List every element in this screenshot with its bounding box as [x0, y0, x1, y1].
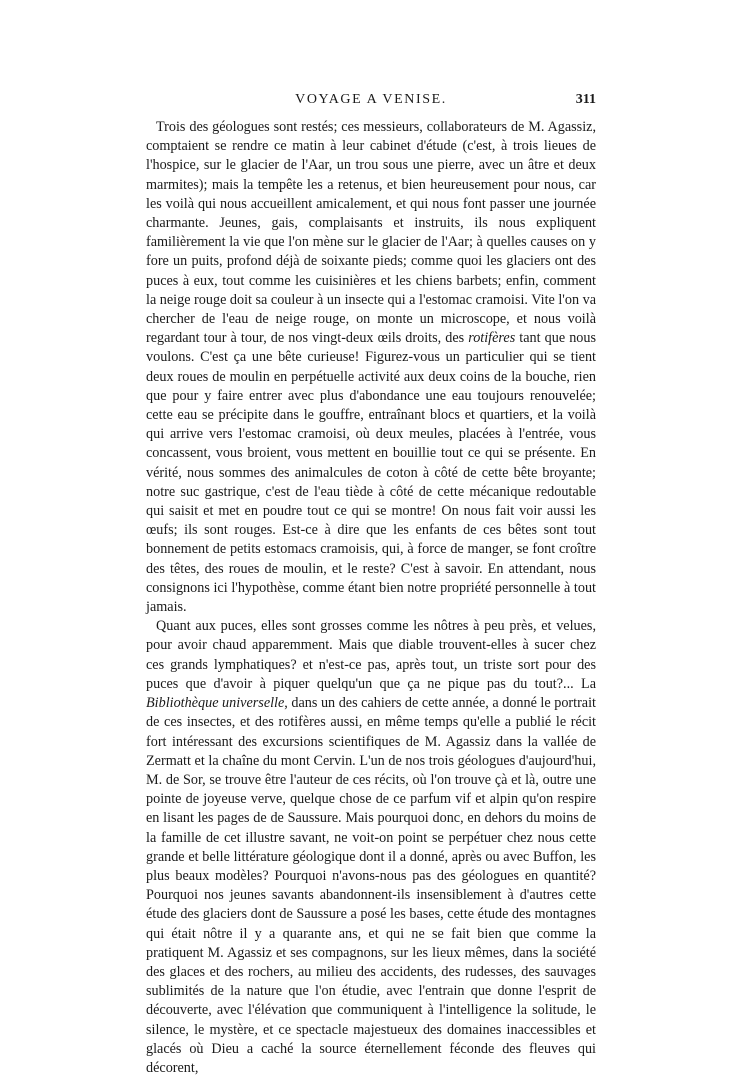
paragraph-1-text-a: Trois des géologues sont restés; ces messieurs, collaborateurs de M. Agassiz, comptaient se rendre ce matin à leur cabinet d'étude (c'est, à trois lieues de l'hospice, sur le glacier de l'Aar, un trou sous une pierre, avec un âtre et deux marmites); mais la tempête les a retenus, et bien heureusement pour nous, car les voilà qui nous accueillent amicalement, et qui nous font passer une journée charmante. Jeunes, gais, complaisants et instruits, ils nous expliquent familièrement la vie que l'on mène sur le glacier de l'Aar; à quelles causes on y fore un puits, profond déjà de soixante pieds; comme quoi les glaciers ont des puces à eux, tout comme les cuisinières et les chiens barbets; enfin, comment la neige rouge doit sa couleur à un insecte qui a l'estomac cramoisi. Vite l'on va chercher de l'eau de neige rouge, on monte un microscope, et nous voilà regardant tour à tour, de nos vingt-deux œils droits, des — [146, 119, 596, 347]
page-number: 311 — [575, 92, 596, 107]
running-title: VOYAGE A VENISE. — [295, 92, 447, 107]
paragraph-2-italic-bibliotheque: Bibliothèque universelle — [146, 695, 285, 712]
paragraph-2-text-b: , dans un des cahiers de cette année, a donné le portrait de ces insectes, et des rotifères aussi, en même temps qu'elle a publié le récit fort intéressant des excursions scientifiques de M. Agassiz dans la vallée de Zermatt et la chaîne du mont Cervin. L'un de nos trois géologues d'aujourd'hui, M. de Sor, se trouve être l'auteur de ces récits, où l'on trouve çà et là, outre une pointe de joyeuse verve, quelque chose de ce parfum vif et alpin qu'on respire en lisant les pages de de Saussure. Mais pourquoi donc, en dehors du moins de la famille de cet illustre savant, ne voit-on point se perpétuer chez nous cette grande et belle littérature géologique dont il a donné, après ou avec Buffon, les plus beaux modèles? Pourquoi n'avons-nous pas des géologues en quantité? Pourquoi nos jeunes savants abandonnent-ils insensiblement à d'autres cette étude des glaciers dont de Saussure a posé les bases, cette étude des montagnes qui était nôtre il y a quarante ans, et qui ne se fait bien que comme la pratiquent M. Agassiz et ses compagnons, sur les lieux mêmes, dans la société des glaces et des rochers, au milieu des accidents, des rudesses, des sauvages sublimités de la nature que l'on étudie, avec l'entrain que donne l'esprit de découverte, avec l'élévation que communiquent à l'intelligence la solitude, le silence, le mystère, et ce spectacle majestueux des domaines inaccessibles et glacés où Dieu a caché la source éternellement féconde des fleuves qui décorent, — [146, 695, 596, 1076]
running-head — [146, 92, 596, 112]
paragraph-2 — [146, 617, 596, 1078]
paragraph-1 — [146, 118, 596, 617]
paragraph-2-text-a: Quant aux puces, elles sont grosses comme les nôtres à peu près, et velues, pour avoir chaud apparemment. Mais que diable trouvent-elles à sucer chez ces grands lymphatiques? et n'est-ce pas, après tout, un triste sort pour des puces que d'avoir à piquer quelqu'un que ça ne pique pas du tout?... La — [146, 618, 596, 692]
body-text — [146, 118, 596, 1078]
paragraph-1-text-b: tant que nous voulons. C'est ça une bête curieuse! Figurez-vous un particulier qui se tient deux roues de moulin en perpétuelle activité aux deux coins de la bouche, rien que pour y faire entrer avec plus d'abondance une eau toujours renouvelée; cette eau se précipite dans le gouffre, entraînant blocs et quartiers, et la voilà qui arrive vers l'estomac cramoisi, où deux meules, placées à l'entrée, vous concassent, vous broient, vous mettent en bouillie tout ce qui se présente. En vérité, nous sommes des animalcules de coton à côté de cette bête broyante; notre suc gastrique, c'est de l'eau tiède à côté de cette mécanique redoutable qui saisit et met en poudre tout ce qui se montre! On nous fait voir aussi les œufs; ils sont rouges. Est-ce à dire que les enfants de ces bêtes sont tout bonnement de petits estomacs cramoisis, qui, à force de manger, se font croître des têtes, des roues de moulin, et le reste? C'est à savoir. En attendant, nous consignons ici l'hypothèse, comme étant bien notre propriété personnelle à tout jamais. — [146, 330, 596, 616]
paragraph-1-italic-rotiferes: rotifères — [468, 330, 516, 347]
